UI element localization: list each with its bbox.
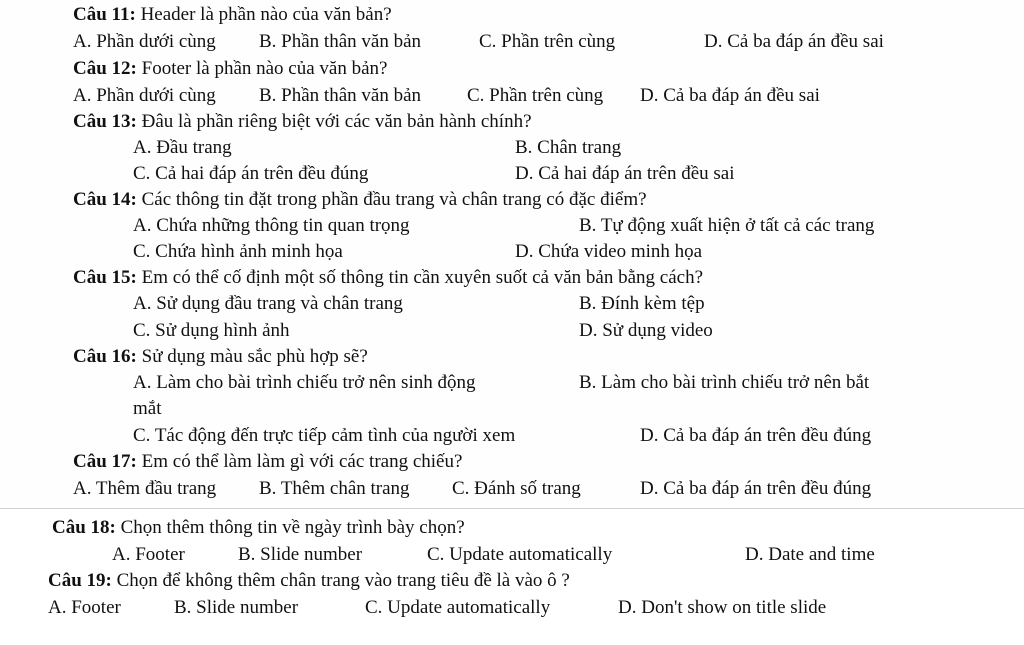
option-d: D. Date and time [745,544,875,565]
option-c: C. Sử dụng hình ảnh [133,320,290,341]
question-text: Em có thể cố định một số thông tin cần xuyên suốt cả văn bản bằng cách? [136,267,704,288]
question-text: Đâu là phần riêng biệt với các văn bản hành chính? [136,111,532,132]
option-b: B. Slide number [174,597,299,618]
option-c: C. Phần trên cùng [479,31,616,52]
question-text: Em có thể làm làm gì với các trang chiếu? [136,451,463,472]
question-17 [73,451,462,473]
option-b: B. Làm cho bài trình chiếu trở nên bắt [579,372,870,393]
question-11 [73,4,392,26]
question-text: Các thông tin đặt trong phần đầu trang và chân trang có đặc điểm? [136,189,647,210]
option-b: B. Đính kèm tệp [579,293,705,314]
option-c: C. Update automatically [427,544,613,565]
option-d: D. Cả hai đáp án trên đều sai [515,163,735,184]
question-15 [73,267,703,289]
option-b: B. Slide number [238,544,363,565]
option-c: C. Đánh số trang [452,478,581,499]
question-text: Footer là phần nào của văn bản? [136,58,388,79]
option-c: C. Chứa hình ảnh minh họa [133,241,343,262]
question-number: Câu 13: [73,111,137,132]
option-a: A. Đầu trang [133,137,232,158]
question-18 [52,517,465,539]
option-d: D. Don't show on title slide [618,597,827,618]
question-12 [73,58,387,80]
option-a: A. Sử dụng đầu trang và chân trang [133,293,403,314]
option-d: D. Sử dụng video [579,320,713,341]
option-b: B. Phần thân văn bản [259,31,422,52]
question-number: Câu 16: [73,346,137,367]
option-a: A. Phần dưới cùng [73,85,216,106]
option-a: A. Làm cho bài trình chiếu trở nên sinh động [133,372,476,393]
question-number: Câu 17: [73,451,137,472]
question-text: Chọn thêm thông tin về ngày trình bày chọn? [115,517,465,538]
option-a: A. Chứa những thông tin quan trọng [133,215,410,236]
question-14 [73,189,647,211]
question-number: Câu 11: [73,4,136,25]
question-13 [73,111,532,133]
question-text: Header là phần nào của văn bản? [135,4,392,25]
question-number: Câu 12: [73,58,137,79]
option-b: B. Phần thân văn bản [259,85,422,106]
option-b-continuation: mắt [133,398,162,419]
option-a: A. Thêm đầu trang [73,478,217,499]
question-16 [73,346,368,368]
option-d: D. Cả ba đáp án đều sai [640,85,820,106]
option-a: A. Footer [112,544,185,565]
question-19 [48,570,570,592]
question-number: Câu 14: [73,189,137,210]
option-b: B. Chân trang [515,137,622,158]
question-text: Chọn để không thêm chân trang vào trang tiêu đề là vào ô ? [111,570,570,591]
question-number: Câu 15: [73,267,137,288]
option-a: A. Footer [48,597,121,618]
option-c: C. Update automatically [365,597,551,618]
question-text: Sử dụng màu sắc phù hợp sẽ? [136,346,368,367]
option-c: C. Tác động đến trực tiếp cảm tình của người xem [133,425,516,446]
option-b: B. Tự động xuất hiện ở tất cả các trang [579,215,875,236]
option-d: D. Cả ba đáp án đều sai [704,31,884,52]
option-c: C. Cả hai đáp án trên đều đúng [133,163,369,184]
option-d: D. Cả ba đáp án trên đều đúng [640,478,872,499]
question-number: Câu 19: [48,570,112,591]
option-d: D. Chứa video minh họa [515,241,703,262]
question-number: Câu 18: [52,517,116,538]
option-a: A. Phần dưới cùng [73,31,216,52]
option-b: B. Thêm chân trang [259,478,410,499]
option-d: D. Cả ba đáp án trên đều đúng [640,425,872,446]
option-c: C. Phần trên cùng [467,85,604,106]
